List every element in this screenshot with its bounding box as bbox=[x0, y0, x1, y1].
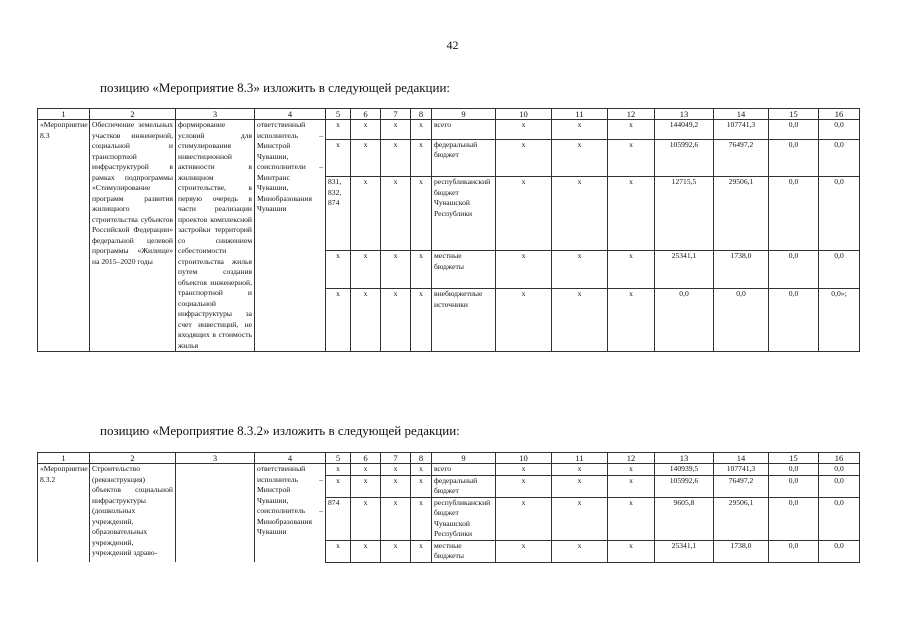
cell-section: x bbox=[351, 289, 381, 352]
cell-year: x bbox=[552, 139, 608, 177]
cell-year: 25341,1 bbox=[655, 540, 714, 562]
col-number: 11 bbox=[552, 109, 608, 120]
measure-8-3-2-table bbox=[37, 452, 860, 563]
cell-year: 107741,3 bbox=[714, 120, 769, 140]
cell-year: 29506,1 bbox=[714, 497, 769, 540]
col-number: 3 bbox=[176, 109, 255, 120]
col-number: 9 bbox=[432, 109, 496, 120]
cell-grbs: 831, 832, 874 bbox=[326, 177, 351, 251]
cell-target: x bbox=[381, 139, 411, 177]
cell-expense: x bbox=[411, 251, 432, 289]
cell-year: 144049,2 bbox=[655, 120, 714, 140]
cell-grbs: 874 bbox=[326, 497, 351, 540]
cell-section: x bbox=[351, 475, 381, 497]
cell-expense: x bbox=[411, 540, 432, 562]
col-number: 4 bbox=[255, 109, 326, 120]
cell-expense: x bbox=[411, 177, 432, 251]
cell-grbs: x bbox=[326, 540, 351, 562]
cell-year: 0,0 bbox=[819, 120, 860, 140]
col-number: 8 bbox=[411, 453, 432, 464]
col-number: 5 bbox=[326, 109, 351, 120]
cell-year: x bbox=[608, 289, 655, 352]
measure-name: Обеспечение земельных участков инженерной, социальной и транспортной инфраструктурой в рамках подпрограммы «Стимулирование программ развития жилищного строительства субъектов Российской Федерации» федеральной целевой программы «Жилище» на 2015–2020 годы bbox=[90, 120, 176, 352]
col-number: 9 bbox=[432, 453, 496, 464]
cell-year: 1738,0 bbox=[714, 251, 769, 289]
col-number: 12 bbox=[608, 109, 655, 120]
col-number: 15 bbox=[769, 109, 819, 120]
cell-source: всего bbox=[432, 464, 496, 476]
cell-target: x bbox=[381, 289, 411, 352]
cell-source: всего bbox=[432, 120, 496, 140]
cell-year: 0,0 bbox=[769, 497, 819, 540]
cell-year: 0,0 bbox=[769, 177, 819, 251]
cell-year: 105992,6 bbox=[655, 475, 714, 497]
cell-year: x bbox=[496, 475, 552, 497]
cell-year: 0,0 bbox=[819, 139, 860, 177]
cell-year: x bbox=[496, 177, 552, 251]
cell-year: x bbox=[552, 177, 608, 251]
cell-year: 140939,5 bbox=[655, 464, 714, 476]
col-number: 2 bbox=[90, 453, 176, 464]
cell-year: 0,0»; bbox=[819, 289, 860, 352]
cell-year: x bbox=[496, 251, 552, 289]
col-number: 14 bbox=[714, 109, 769, 120]
cell-year: 0,0 bbox=[655, 289, 714, 352]
cell-year: 0,0 bbox=[769, 120, 819, 140]
cell-year: 107741,3 bbox=[714, 464, 769, 476]
cell-year: 0,0 bbox=[819, 540, 860, 562]
cell-source: местные бюджеты bbox=[432, 251, 496, 289]
cell-year: x bbox=[608, 251, 655, 289]
cell-source: местные бюджеты bbox=[432, 540, 496, 562]
col-number: 14 bbox=[714, 453, 769, 464]
cell-section: x bbox=[351, 139, 381, 177]
cell-section: x bbox=[351, 464, 381, 476]
cell-year: 0,0 bbox=[769, 540, 819, 562]
cell-year: x bbox=[608, 177, 655, 251]
cell-year: 76497,2 bbox=[714, 475, 769, 497]
cell-year: 0,0 bbox=[819, 251, 860, 289]
col-number: 5 bbox=[326, 453, 351, 464]
cell-year: x bbox=[496, 139, 552, 177]
col-number: 1 bbox=[38, 109, 90, 120]
cell-year: x bbox=[496, 464, 552, 476]
cell-year: 0,0 bbox=[819, 177, 860, 251]
cell-year: 0,0 bbox=[714, 289, 769, 352]
cell-expense: x bbox=[411, 139, 432, 177]
cell-year: x bbox=[552, 464, 608, 476]
cell-expense: x bbox=[411, 464, 432, 476]
cell-year: x bbox=[552, 120, 608, 140]
measure-goal: формирование условий для стимулирования инвестиционной активности в жилищном строительстве, в первую очередь в части реализации проектов комплексной застройки территорий со снижением себестоимости строительства жилья путем создания объектов инженерной, транспортной и социальной инфраструктуры за счет инвестиций, не входящих в стоимость жилья bbox=[176, 120, 255, 352]
measure-8-3-table bbox=[37, 108, 860, 352]
col-number: 2 bbox=[90, 109, 176, 120]
cell-year: x bbox=[496, 289, 552, 352]
table-row bbox=[38, 464, 860, 476]
cell-year: x bbox=[608, 540, 655, 562]
cell-year: 1738,0 bbox=[714, 540, 769, 562]
col-number: 10 bbox=[496, 453, 552, 464]
cell-year: x bbox=[552, 251, 608, 289]
cell-year: 0,0 bbox=[819, 475, 860, 497]
cell-source: внебюджетные источники bbox=[432, 289, 496, 352]
col-number: 13 bbox=[655, 109, 714, 120]
cell-section: x bbox=[351, 120, 381, 140]
cell-year: x bbox=[608, 120, 655, 140]
cell-year: 12715,5 bbox=[655, 177, 714, 251]
col-number: 6 bbox=[351, 453, 381, 464]
measure-name: Строительство (реконструкция) объектов социальной инфраструктуры (дошкольных учреждений, образовательных учреждений, учреждений здраво- bbox=[90, 464, 176, 563]
cell-grbs: x bbox=[326, 289, 351, 352]
col-number: 13 bbox=[655, 453, 714, 464]
col-number: 16 bbox=[819, 453, 860, 464]
col-number: 1 bbox=[38, 453, 90, 464]
cell-section: x bbox=[351, 251, 381, 289]
cell-source: республиканский бюджет Чувашской Республики bbox=[432, 497, 496, 540]
cell-expense: x bbox=[411, 475, 432, 497]
cell-grbs: x bbox=[326, 464, 351, 476]
col-number: 10 bbox=[496, 109, 552, 120]
column-number-row bbox=[38, 109, 860, 120]
cell-year: x bbox=[552, 497, 608, 540]
col-number: 4 bbox=[255, 453, 326, 464]
cell-year: 0,0 bbox=[769, 251, 819, 289]
cell-year: x bbox=[608, 497, 655, 540]
cell-year: 0,0 bbox=[769, 464, 819, 476]
col-number: 11 bbox=[552, 453, 608, 464]
cell-target: x bbox=[381, 120, 411, 140]
column-number-row bbox=[38, 453, 860, 464]
cell-expense: x bbox=[411, 120, 432, 140]
cell-year: 76497,2 bbox=[714, 139, 769, 177]
cell-year: 0,0 bbox=[769, 289, 819, 352]
cell-year: x bbox=[608, 139, 655, 177]
cell-year: 105992,6 bbox=[655, 139, 714, 177]
cell-year: x bbox=[552, 540, 608, 562]
section1-heading: позицию «Мероприятие 8.3» изложить в следующей редакции: bbox=[100, 80, 451, 95]
cell-grbs: x bbox=[326, 251, 351, 289]
section2-heading: позицию «Мероприятие 8.3.2» изложить в следующей редакции: bbox=[100, 423, 460, 438]
cell-target: x bbox=[381, 177, 411, 251]
cell-year: x bbox=[496, 540, 552, 562]
cell-year: 29506,1 bbox=[714, 177, 769, 251]
cell-source: федеральный бюджет bbox=[432, 139, 496, 177]
cell-grbs: x bbox=[326, 475, 351, 497]
measure-executor: ответственный исполнитель – Минстрой Чувашии, соисполнители – Минтранс Чувашии, Минобразования Чувашии bbox=[255, 120, 326, 352]
measure-number: «Мероприятие 8.3.2 bbox=[38, 464, 90, 563]
cell-year: 0,0 bbox=[819, 497, 860, 540]
cell-year: x bbox=[496, 497, 552, 540]
cell-year: 9605,8 bbox=[655, 497, 714, 540]
cell-year: x bbox=[608, 475, 655, 497]
col-number: 6 bbox=[351, 109, 381, 120]
cell-target: x bbox=[381, 497, 411, 540]
measure-number: «Мероприятие 8.3 bbox=[38, 120, 90, 352]
cell-source: федеральный бюджет bbox=[432, 475, 496, 497]
measure-executor: ответственный исполнитель – Минстрой Чувашии, соисполнитель – Минобразования Чувашии bbox=[255, 464, 326, 563]
cell-source: республиканский бюджет Чувашской Республики bbox=[432, 177, 496, 251]
table-row bbox=[38, 120, 860, 140]
col-number: 7 bbox=[381, 109, 411, 120]
cell-target: x bbox=[381, 251, 411, 289]
cell-expense: x bbox=[411, 497, 432, 540]
col-number: 15 bbox=[769, 453, 819, 464]
cell-section: x bbox=[351, 540, 381, 562]
measure-goal bbox=[176, 464, 255, 563]
cell-year: x bbox=[608, 464, 655, 476]
cell-target: x bbox=[381, 464, 411, 476]
page-number: 42 bbox=[446, 38, 459, 52]
col-number: 7 bbox=[381, 453, 411, 464]
col-number: 8 bbox=[411, 109, 432, 120]
col-number: 3 bbox=[176, 453, 255, 464]
cell-target: x bbox=[381, 475, 411, 497]
cell-year: x bbox=[552, 289, 608, 352]
cell-target: x bbox=[381, 540, 411, 562]
cell-year: 0,0 bbox=[769, 475, 819, 497]
cell-year: x bbox=[552, 475, 608, 497]
cell-expense: x bbox=[411, 289, 432, 352]
cell-grbs: x bbox=[326, 139, 351, 177]
cell-section: x bbox=[351, 177, 381, 251]
cell-year: 25341,1 bbox=[655, 251, 714, 289]
cell-grbs: x bbox=[326, 120, 351, 140]
col-number: 12 bbox=[608, 453, 655, 464]
cell-year: 0,0 bbox=[819, 464, 860, 476]
cell-year: 0,0 bbox=[769, 139, 819, 177]
col-number: 16 bbox=[819, 109, 860, 120]
cell-year: x bbox=[496, 120, 552, 140]
cell-section: x bbox=[351, 497, 381, 540]
